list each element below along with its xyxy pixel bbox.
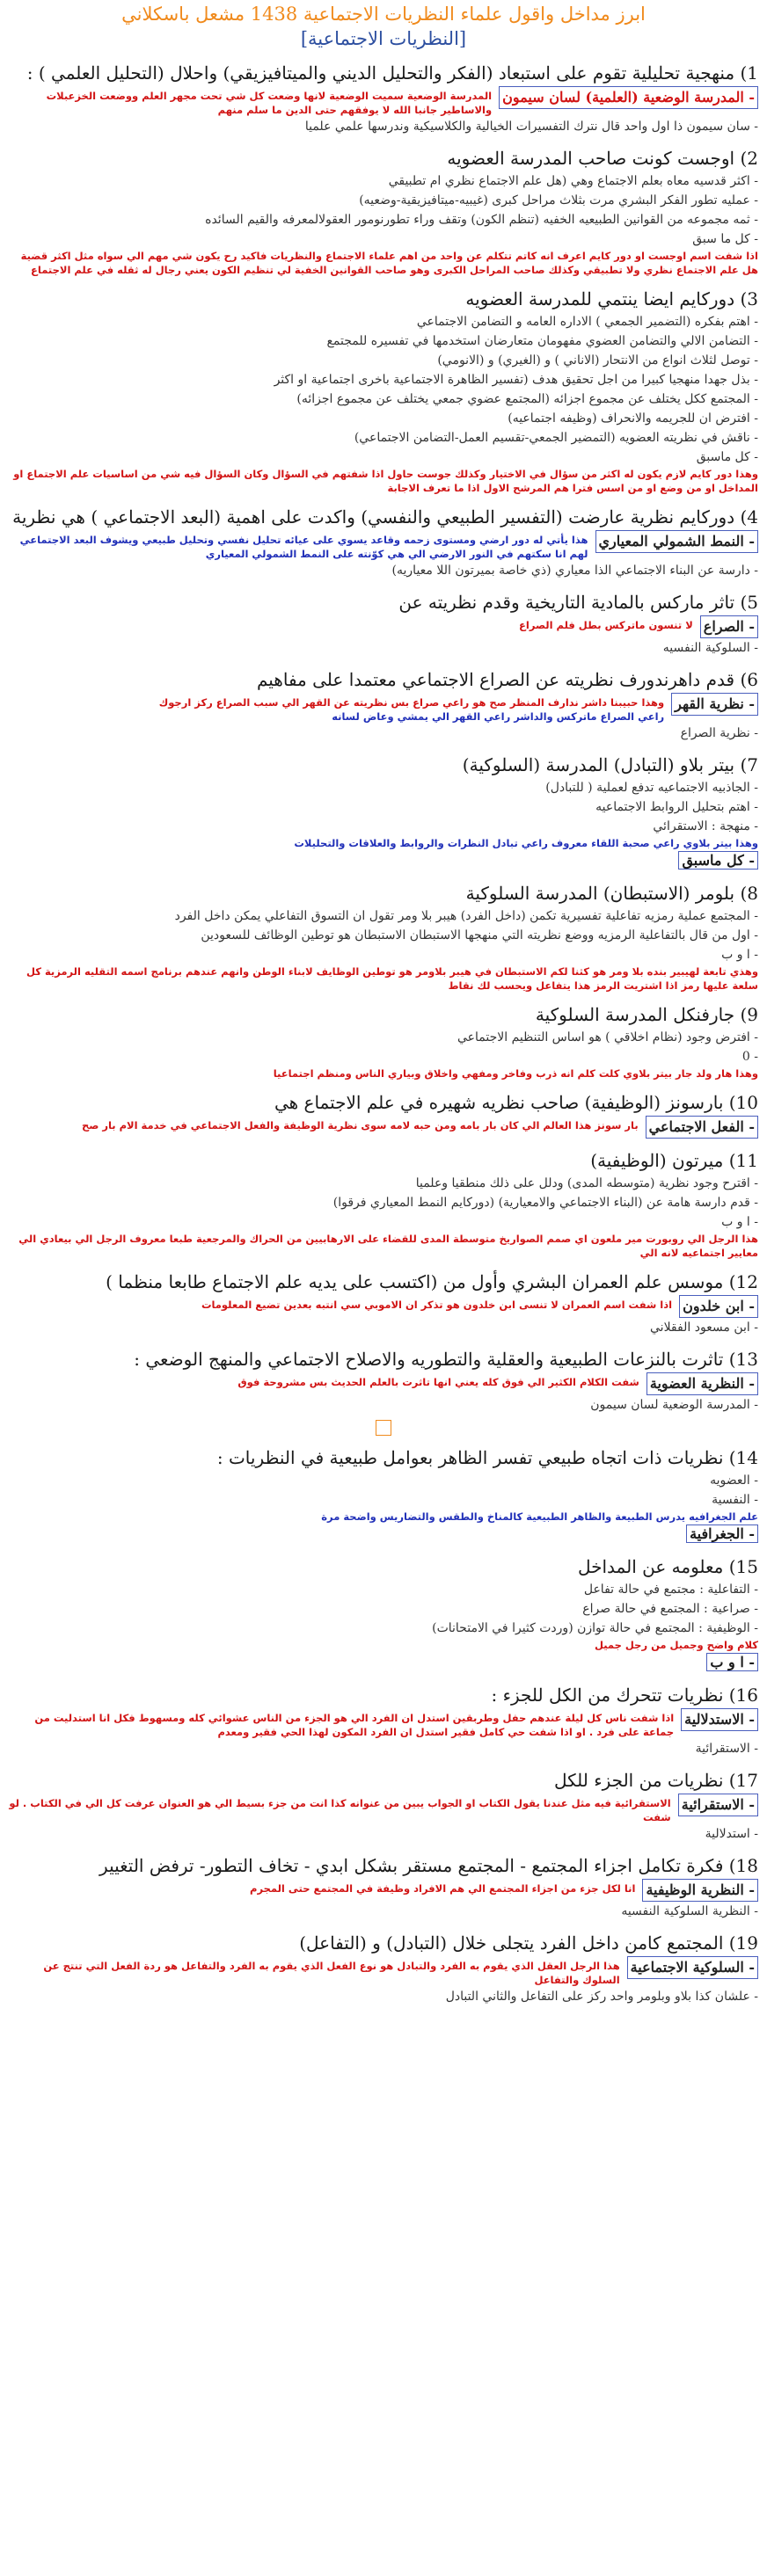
header [0,2,767,51]
question-block [9,589,758,658]
answer-row [9,615,758,638]
question-text: 18) فكرة تكامل اجزاء المجتمع - المجتمع مستقر بشكل ابدي - تخاف التطور- ترفض التغيير [99,1855,758,1876]
question-block [9,880,758,993]
annotation-note: اذا شفت اسم اوجست او دور كايم اعرف انه كاتم تتكلم عن واحد من اهم علماء الاجتماع والنظريات فاكيد رح يكون شي مهم الي سواه مثل اكثر قضية هل علم الاجتماع نظري ولا تطبيقي وكذلك صاحب المراحل الكبرى وهو صاحب القوانين الخفية لي تنظيم الكون يعني رجال له ثقله في علم الاجتماع [20,250,758,276]
orange-square-mark [376,1420,391,1436]
option-line: - كل ما سبق [692,232,758,246]
note-group [9,1295,672,1312]
option-line: - كل ماسبق [696,450,758,464]
answer-row [9,530,758,561]
question-text: 3) دوركايم ايضا ينتمي للمدرسة العضويه [465,288,758,309]
page-title: ابرز مداخل واقول علماء النظريات الاجتماعية 1438 مشعل باسكلاني [121,4,646,25]
option-line: - افترض ان للجريمه والانحراف (وظيفه اجتماعيه) [508,411,758,426]
annotation-note: وهذا بيتر بلاوي راعي صحبة اللقاء معروف راعي تبادل النظرات والروابط والعلاقات والتحليلات [294,837,758,849]
annotation-note: وهذا دور كايم لازم يكون له اكثر من سؤال في الاختيار وكذلك جوست حاول اذا شفتهم في السؤال وكان السؤال فيه شي من اساسيات علم الاجتماع او المداخل او من وضع او من اسس فترا هم المرشح الاول اذا ما تعرف الاجابة [13,468,758,494]
question-block [9,1767,758,1844]
note-group [9,1372,639,1389]
option-line: - نظرية الصراع [680,726,758,740]
note-group [9,1879,635,1896]
option-line: - ابن مسعود الفقلاني [650,1321,758,1335]
answer-box: - ا و ب [706,1653,758,1671]
question-text: 5) تاثر ماركس بالمادية التاريخية وقدم نظريته عن [398,592,758,613]
question-text: 12) موسس علم العمران البشري وأول من (اكتسب على يديه علم الاجتماع طابعا منظما ) [106,1271,758,1292]
annotation-note: وهذا حبيبنا داشر ندارف المنظر صح هو راعي صراع بس نظريته عن القهر الي سبب الصراع ركز ارجوك [158,696,665,709]
answer-box: - الفعل الاجتماعي [646,1116,758,1139]
option-line: - عمليه تطور الفكر البشري مرت بثلاث مراحل كبرى (غيبيه-ميتافيزيقية-وضعيه) [359,193,758,207]
option-line: - منهجة : الاستقرائي [653,819,758,833]
question-text: 15) معلومه عن المداخل [577,1556,758,1577]
answer-box: - الجغرافية [686,1524,758,1543]
answer-row [9,1524,758,1545]
answer-row [9,1116,758,1139]
question-text: 7) بيتر بلاو (التبادل) المدرسة (السلوكية) [462,754,758,775]
option-line: - التضامن الالي والتضامن العضوي مفهومان متعارضان استخدمها في تفسيره للمجتمع [326,334,758,348]
answer-row [9,1652,758,1673]
annotation-note: كلام واضح وجميل من رجل جميل [594,1639,758,1651]
question-text: 14) نظريات ذات اتجاه طبيعي تفسر الظاهر بعوامل طبيعية في النظريات : [216,1447,758,1468]
question-block [9,752,758,871]
note-group [9,1956,620,1987]
annotation-note: هذا يأتي له دور ارضي ومستوى زحمه وقاعد يسوي على عيائه تحليل نفسي وتحليل طبيعي ويشوف البعد الاجتماعي لهم انا سكتهم في النور الارضي الي هي كوّنته على النمط الشمولي المعياري [19,534,588,560]
answer-row [9,693,758,724]
question-block [9,1269,758,1337]
question-text: 16) نظريات تتحرك من الكل للجزء : [491,1685,758,1706]
option-line: - الجاذبيه الاجتماعيه تدفع لعملية ( للتبادل) [545,781,758,795]
question-text: 9) جارفنكل المدرسة السلوكية [535,1004,758,1025]
answer-box: - ابن خلدون [679,1295,758,1318]
option-line: - بذل جهدا منهجيا كبيرا من اجل تحقيق هدف (تفسير الظاهرة الاجتماعية باخرى اجتماعية او اكثر [274,373,758,387]
option-line: - ثمه مجموعه من القوانين الطبيعيه الخفيه (تنظم الكون) وتقف وراء تطورنومور العقولالمعرفه والقيم السائده [205,213,758,227]
option-line: - قدم دارسة هامة عن (البناء الاجتماعي والامعيارية) (دوركايم النمط المعياري فرقوا) [332,1196,758,1210]
answer-box: - النظرية الوظيفية [642,1879,758,1902]
option-line: - اهتم بفكره (التضمير الجمعي ) الاداره العامه و التضامن الاجتماعي [416,315,758,329]
question-text: 17) نظريات من الجزء للكل [553,1770,758,1791]
question-block [9,1089,758,1139]
question-text: 11) ميرتون (الوظيفية) [590,1150,758,1171]
option-line: - اهتم بتحليل الروابط الاجتماعيه [595,800,758,814]
question-text: 10) بارسونز (الوظيفية) صاحب نظريه شهيره في علم الاجتماع هي [274,1092,758,1113]
question-text: 6) قدم داهرندورف نظريته عن الصراع الاجتماعي معتمدا على مفاهيم [256,669,758,690]
option-line: - المجتمع ككل يختلف عن مجموع اجزائه (المجتمع عضوي جمعي يختلف عن مجموع اجزائه) [296,392,758,406]
option-line: - دارسة عن البناء الاجتماعي الذا معياري (ذي خاصة بميرتون اللا معياريه) [391,564,758,578]
annotation-note: اذا شفت ناس كل ليلة عندهم حفل وطربقين استدل ان الفرد الي هو الجزء من الناس عشوائي كله ومسهوط فكل انا استدليت من جماعة على فرد . او اذا شفت حي كامل فقير استدل ان الفرد المكون لهذا الحي فقير ومعدم [34,1712,675,1738]
answer-box: - الاستدلالية [681,1708,758,1731]
question-block [9,1682,758,1758]
annotation-note: وهذي تابعة لهيبير بنده بلا ومر هو كثنا لكم الاستبطان في هيبر بلاومر هو توطين الوظايف لابناء الوطن وانهم عندهم برنامج اسمه التقليه الرمزية كل سلعة عليها رمز اذا اشتريت الرمز هذا يتفاعل ويحسب لك نقاط [26,965,758,992]
question-block [9,504,758,580]
option-line: - النظرية السلوكية النفسيه [621,1904,758,1918]
answer-row [9,86,758,117]
option-line: - افترض وجود (نظام اخلاقي ) هو اساس التنظيم الاجتماعي [457,1030,758,1044]
note-group [9,530,588,561]
question-text: 4) دوركايم نظرية عارضت (التفسير الطبيعي والنفسي) واكدت على اهمية (البعد الاجتماعي ) هي نظرية [12,506,758,528]
option-line: - صراعية : المجتمع في حالة صراع [582,1602,758,1616]
option-line: - ا و ب [721,1215,758,1229]
answer-row [9,1879,758,1902]
question-block [9,1852,758,1921]
annotation-note: المدرسة الوضعية سميت الوضعية لانها وضعت كل شي تحت مجهر العلم ووضعت الخزعبلات والاساطير جانبا الله لا يوفقهم حتى الدين ما سلم منهم [46,90,493,116]
option-line: - اكثر قدسيه معاه بعلم الاجتماع وهي (هل علم الاجتماع نظري ام تطبيقي [388,174,758,188]
note-group [9,693,664,724]
answer-box: - نظرية القهر [671,693,758,716]
option-line: - اقترح وجود نظرية (متوسطه المدى) ودلل على ذلك منطقيا وعلميا [415,1176,758,1190]
annotation-note: شفت الكلام الكثير الي فوق كله يعني انها تاثرت بالعلم الحديث بس مشروحة فوق [237,1376,639,1388]
annotation-note: علم الجغرافيه يدرس الطبيعة والظاهر الطبيعية كالمناخ والطقس والتضاريس واضحة مرة [321,1510,758,1523]
question-text: 13) تاثرت بالنزعات الطبيعية والعقلية والتطوريه والاصلاح الاجتماعي والمنهج الوضعي : [134,1349,758,1370]
annotation-note: هذا الرجل الي روبورت مير ملعون اي صمم الصواريخ متوسطة المدى للقضاء على الارهابيين من الحراك والمرجعية طبعا معروف الرجل الي بيعادي الي معايير اجتماعيه لانه الي [18,1233,758,1259]
option-line: - ناقش في نظريته العضويه (التمضير الجمعي-تقسيم العمل-التضامن الاجتماعي) [354,431,758,445]
answer-box: - الصراع [700,615,758,638]
option-line: - 0 [741,1050,758,1064]
answer-row [9,1794,758,1824]
answer-row [9,1295,758,1318]
answer-box: - كل ماسبق [678,851,758,870]
question-block [9,666,758,743]
note-group [9,1116,639,1132]
annotation-note: لا تنسون ماتركس بطل فلم الصراع [519,619,693,631]
option-line: - سان سيمون ذا اول واحد قال نترك التفسيرات الخيالية والكلاسيكية وندرسها علمي علميا [304,120,758,134]
answer-box: - الاستقرائية [678,1794,758,1816]
option-line: - المدرسة الوضعية لسان سيمون [590,1398,758,1412]
page-subtitle: [النظريات الاجتماعية] [300,28,467,49]
annotation-note: الاستقرائية فيه مثل عندنا يقول الكتاب او الجواب يبين من عنوانه كذا انت من جزء بسيط الي هو العنوان عرفت كل الي في الكتاب . لو شفت [9,1797,671,1823]
annotation-note: بار سونز هذا العالم الي كان بار بامه ومن حبه لامه سوى نظرية الوظيفة والفعل الاجتماعي في خدمة الام بار صح [81,1119,639,1132]
question-block [9,1346,758,1436]
question-block [9,60,758,136]
option-line: - المجتمع عملية رمزيه تفاعلية تفسيرية تكمن (داخل الفرد) هيبر بلا ومر تقول ان التسوق التفاعلي يمكن داخل الفرد [174,909,758,923]
option-line: - العضويه [710,1474,758,1488]
note-group [9,1794,671,1824]
question-text: 8) بلومر (الاستبطان) المدرسة السلوكية [465,883,758,904]
option-line: - استدلالية [705,1827,758,1841]
answer-box: - السلوكية الاجتماعية [627,1956,758,1979]
annotation-note: وهذا هار ولد جار بيتر بلاوي كلت كلم انه ذرب وفاخر ومفهي واخلاق وبياري الناس ومنظم اجتماعيا [273,1067,758,1080]
answer-row [9,1708,758,1739]
answer-box: - النمط الشمولي المعياري [595,530,759,553]
question-text: 1) منهجية تحليلية تقوم على استبعاد (الفكر والتحليل الديني والميتافيزيقي) واحلال (التحليل العلمي ) : [26,62,758,84]
option-line: - اول من قال بالتفاعلية الرمزيه ووضع نظريته التي منهجها الاستبطان الاستبطان هو توطين الوظائف للسعودين [201,928,758,942]
note-group [9,615,693,632]
question-block [9,1930,758,2006]
question-block [9,1554,758,1673]
annotation-note: اذا شفت اسم العمران لا تنسى ابن خلدون هو تذكر ان الاموبي سي انتبه بعدين تضيع المعلومات [201,1299,673,1311]
annotation-note: انا لكل جزء من اجزاء المجتمع الي هم الافراد وظيفة في المجتمع حتى المجرم [250,1882,636,1895]
option-line: - النفسية [712,1493,758,1507]
option-line: - توصل لثلاث انواع من الانتحار (الاناني ) و (الغيري) و (الانومي) [437,353,758,367]
option-line: - الاستقرائية [695,1742,758,1756]
question-block [9,1444,758,1545]
note-group [9,1708,674,1739]
answer-box: - النظرية العضوية [646,1372,758,1395]
question-text: 2) اوجست كونت صاحب المدرسة العضويه [447,148,758,169]
answer-row [9,850,758,871]
answer-row [9,1956,758,1987]
annotation-note: راعي الصراع ماتركس والداشر راعي القهر الي يمشي وعاض لسانه [332,710,665,723]
annotation-note: هذا الرجل العقل الذي يقوم به الفرد والتبادل هو نوع الفعل الذي يقوم به الفرد والتفاعل هو ردة الفعل التي تنتج عن السلوك والتفاعل [43,1960,620,1986]
option-line: - السلوكية النفسيه [662,641,758,655]
question-block [9,1147,758,1260]
option-line: - ا و ب [721,948,758,962]
questions-list [9,60,758,2015]
option-line: - الوظيفية : المجتمع في حالة توازن (وردت كثيرا في الامتحانات) [432,1621,758,1635]
question-block [9,286,758,495]
question-block [9,1001,758,1081]
question-block [9,145,758,277]
option-line: - علشان كذا بلاو وبلومر واحد ركز على التفاعل والثاني التبادل [445,1990,758,2004]
question-text: 19) المجتمع كامن داخل الفرد يتجلى خلال (التبادل) و (التفاعل) [299,1932,758,1954]
note-group [9,86,492,117]
option-line: - التفاعلية : مجتمع في حالة تفاعل [583,1583,758,1597]
answer-box: - المدرسة الوضعية (العلمية) لسان سيمون [499,86,758,109]
answer-row [9,1372,758,1395]
